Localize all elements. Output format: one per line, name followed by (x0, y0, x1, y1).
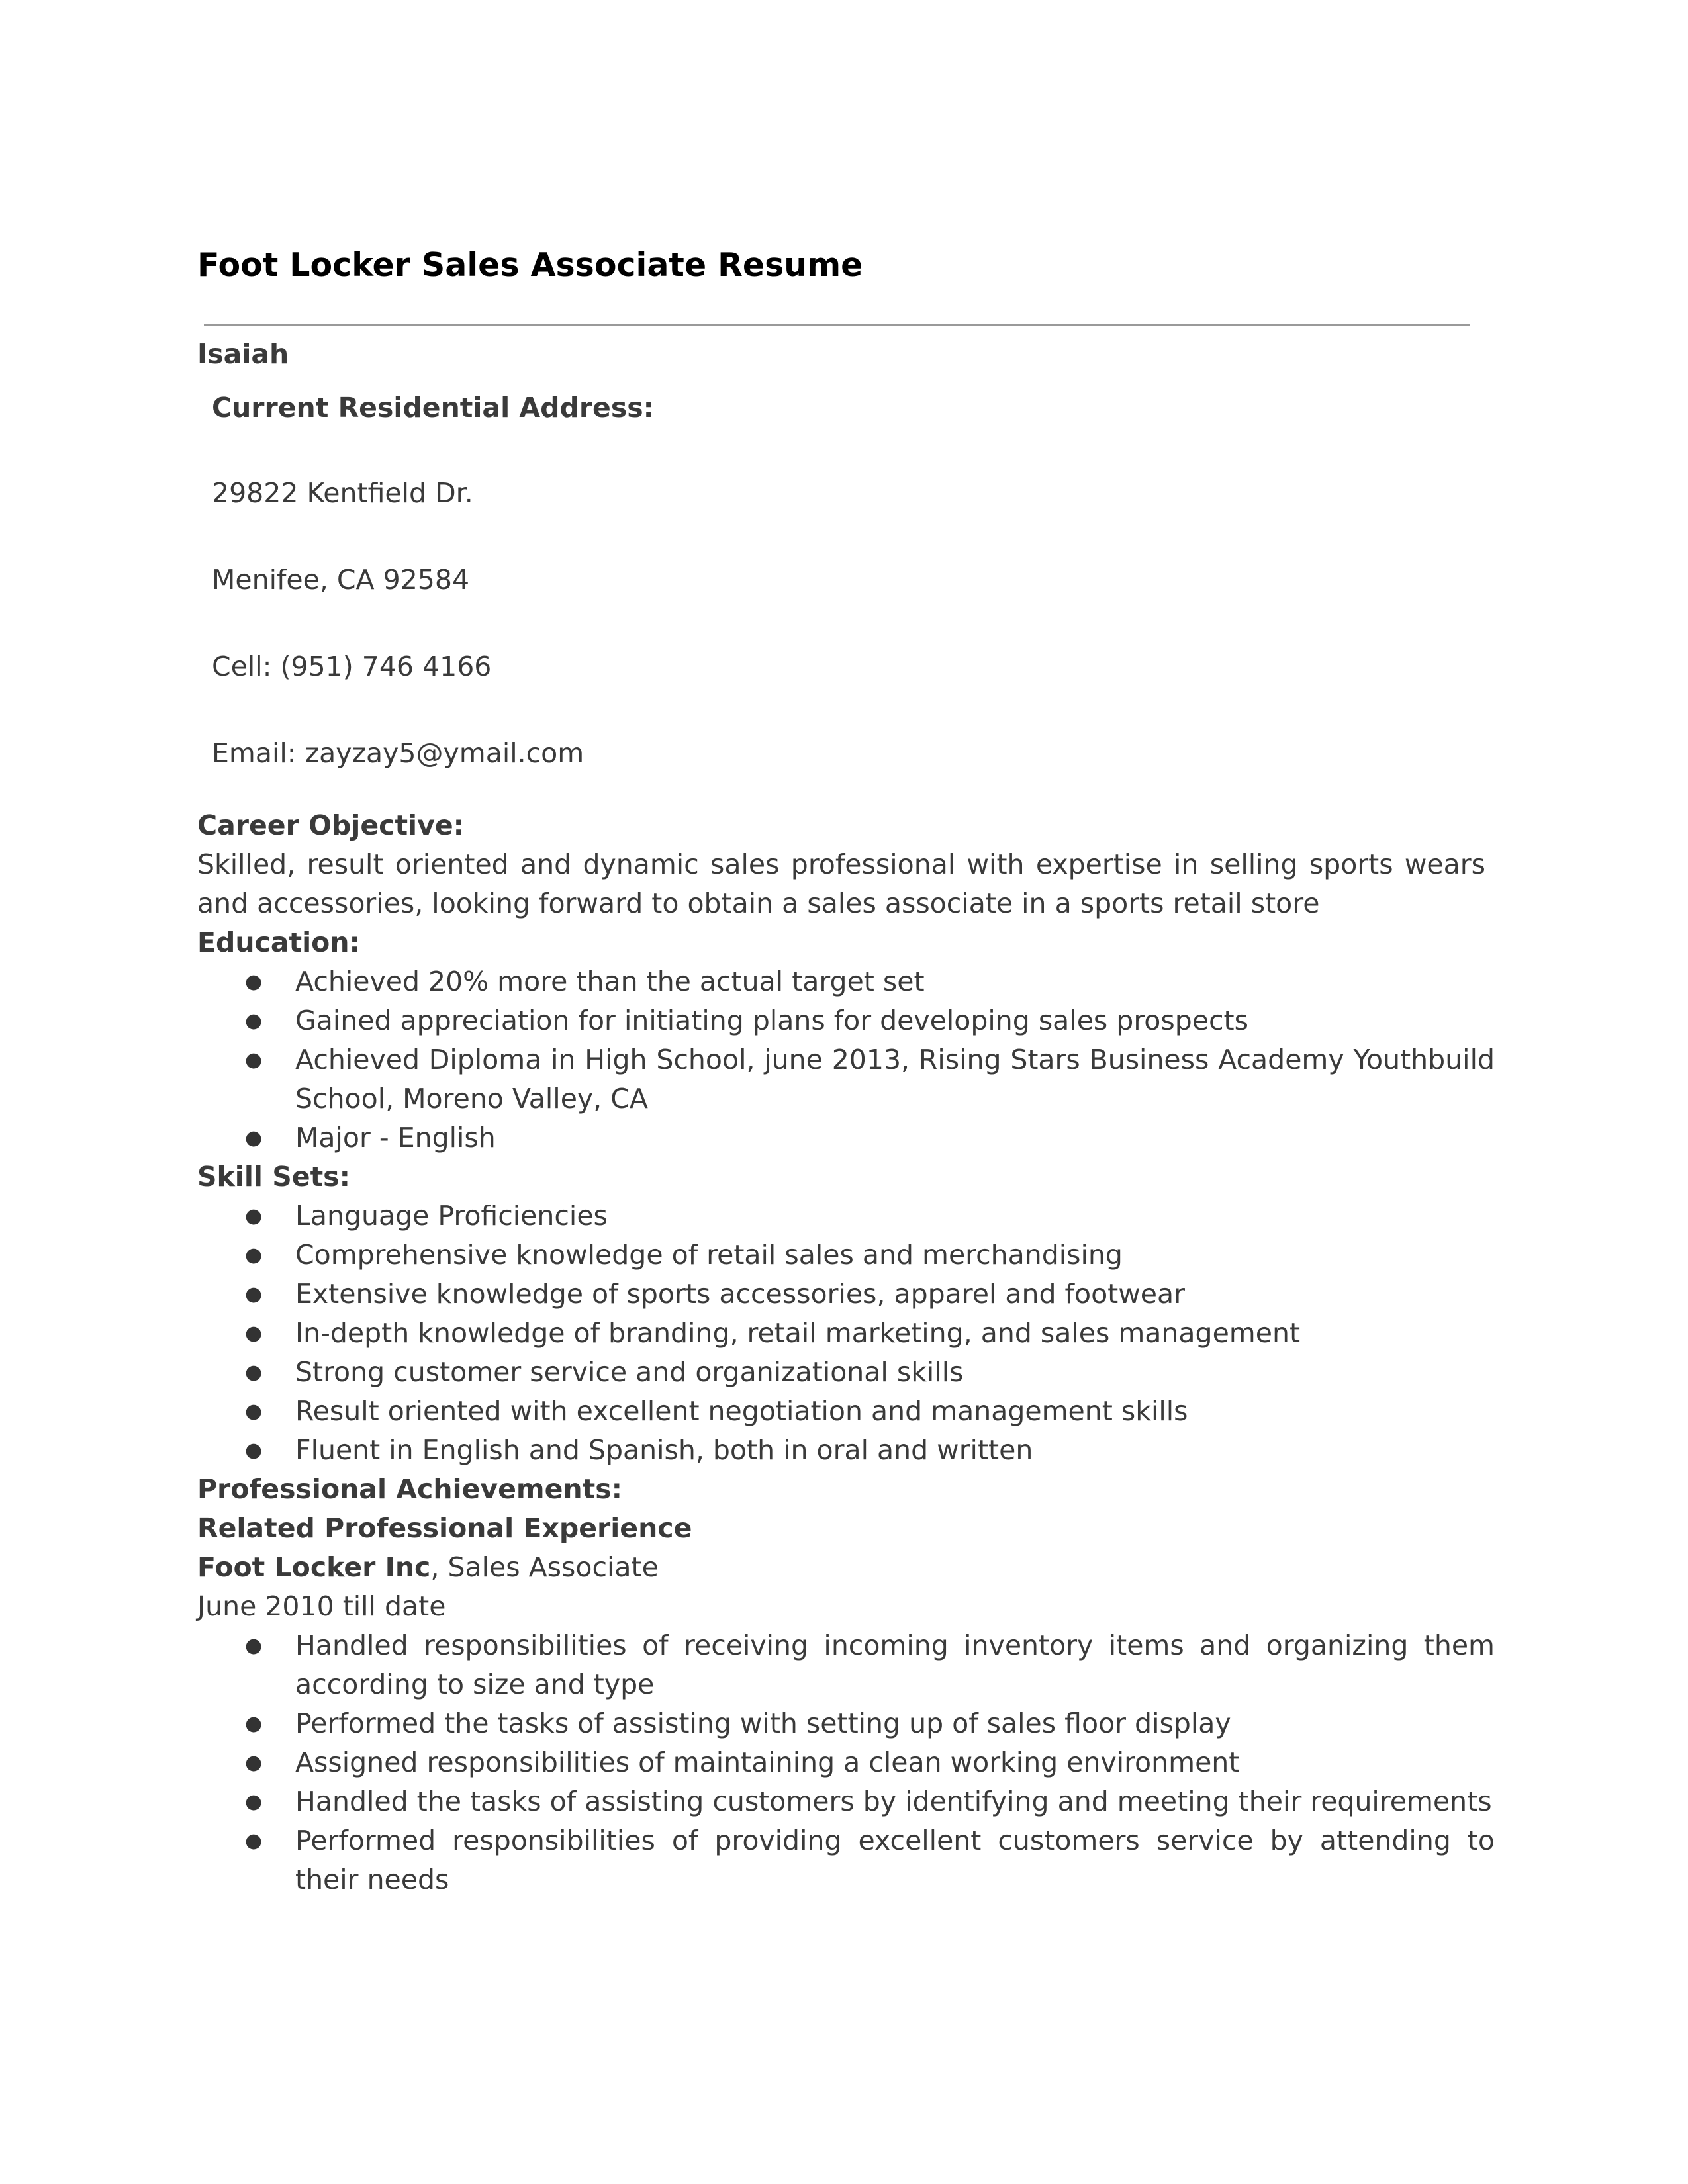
address-city: Menifee, CA 92584 (212, 564, 470, 596)
skills-heading: Skill Sets: (197, 1161, 350, 1193)
list-item: ● Achieved 20% more than the actual target set (295, 962, 1495, 1001)
list-item: ● Language Proficiencies (295, 1197, 1495, 1236)
education-heading: Education: (197, 927, 360, 958)
horizontal-divider (204, 324, 1470, 326)
list-item: ● Extensive knowledge of sports accessories, apparel and footwear (295, 1275, 1495, 1314)
candidate-name: Isaiah (197, 338, 289, 370)
list-item: ● Major - English (295, 1118, 1495, 1158)
list-item: ● Fluent in English and Spanish, both in oral and written (295, 1431, 1495, 1470)
objective-heading: Career Objective: (197, 809, 465, 841)
list-item: ● Gained appreciation for initiating plans for developing sales prospects (295, 1001, 1495, 1040)
list-item: ● Performed the tasks of assisting with setting up of sales floor display (295, 1704, 1495, 1743)
list-item: ● Comprehensive knowledge of retail sales and merchandising (295, 1236, 1495, 1275)
list-item: ● Performed responsibilities of providing excellent customers service by attending to their needs (295, 1821, 1495, 1899)
job-role: , Sales Associate (430, 1551, 659, 1583)
cell-phone: Cell: (951) 746 4166 (212, 651, 492, 682)
address-block (212, 388, 1495, 773)
list-item: ● Handled the tasks of assisting customers by identifying and meeting their requirements (295, 1782, 1495, 1821)
list-item: ● Achieved Diploma in High School, june 2013, Rising Stars Business Academy Youthbuild School, Moreno Valley, CA (295, 1040, 1495, 1118)
resume-body (197, 335, 1495, 1899)
experience-heading: Related Professional Experience (197, 1512, 692, 1544)
email-address: Email: zayzay5@ymail.com (212, 737, 585, 769)
skills-list (197, 1197, 1495, 1470)
company-name: Foot Locker Inc (197, 1551, 431, 1583)
address-street: 29822 Kentfield Dr. (212, 477, 473, 509)
job-dates: June 2010 till date (197, 1590, 446, 1622)
list-item: ● Handled responsibilities of receiving incoming inventory items and organizing them according to size and type (295, 1626, 1495, 1704)
list-item: ● Result oriented with excellent negotiation and management skills (295, 1392, 1495, 1431)
address-label: Current Residential Address: (212, 392, 655, 424)
achievements-heading: Professional Achievements: (197, 1473, 623, 1505)
list-item: ● Strong customer service and organizational skills (295, 1353, 1495, 1392)
experience-list (197, 1626, 1495, 1899)
list-item: ● Assigned responsibilities of maintaining a clean working environment (295, 1743, 1495, 1782)
job-title-line (197, 1548, 1495, 1587)
objective-text: Skilled, result oriented and dynamic sales professional with expertise in selling sports wears and accessories, looking forward to obtain a sales associate in a sports retail store (197, 848, 1485, 919)
list-item: ● In-depth knowledge of branding, retail marketing, and sales management (295, 1314, 1495, 1353)
education-list (197, 962, 1495, 1158)
resume-title: Foot Locker Sales Associate Resume (197, 246, 863, 284)
